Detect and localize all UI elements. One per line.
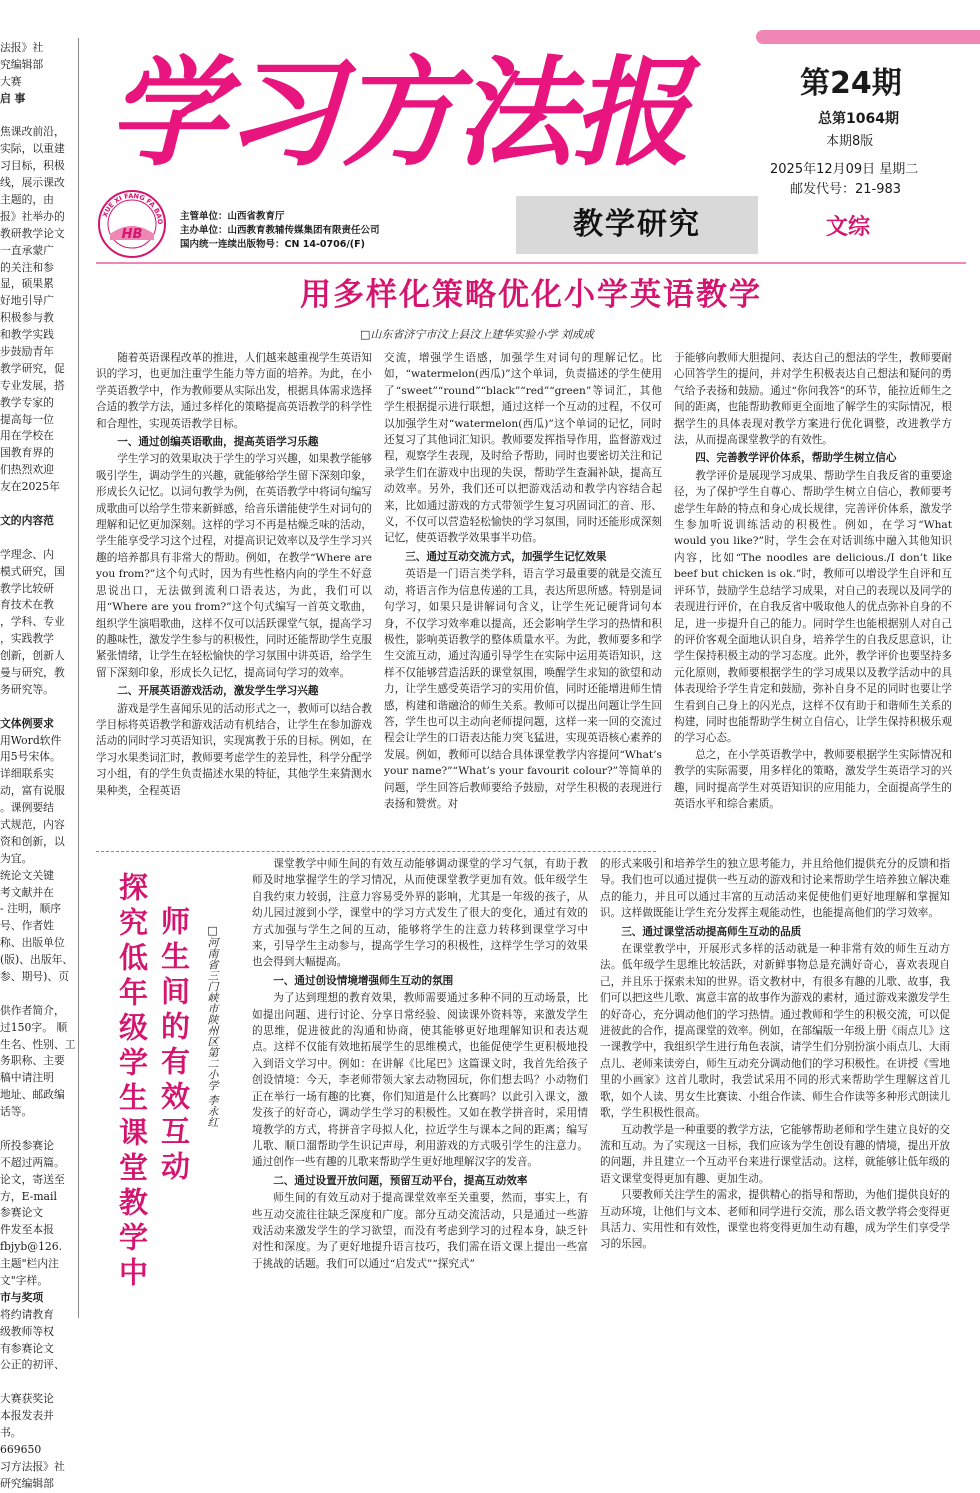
section-heading: 一、通过创设情境增强师生互动的氛围 xyxy=(273,974,454,987)
left-strip-line: fbjyb@126. xyxy=(0,1240,63,1254)
article2-column-2 xyxy=(600,856,950,1316)
article1-byline: □山东省济宁市汶上县汶上建华实验小学 刘成成 xyxy=(360,328,594,341)
left-strip-line: 线，展示课改 xyxy=(0,176,65,190)
left-strip-line xyxy=(0,496,72,513)
left-strip-line: 的关注和参 xyxy=(0,260,54,274)
masthead-rule xyxy=(96,262,966,264)
left-strip-line: 专业发展，搭 xyxy=(0,378,65,392)
left-strip-line: 过150字。 顺 xyxy=(0,1020,68,1034)
supervisor-unit: 主管单位：山西省教育厅 xyxy=(180,211,285,222)
paragraph: 交流，增强学生语感，加强学生对词句的理解记忆。比如，“watermelon(西瓜)”这个单词，负责描述的学生使用了“sweet”“round”“black”“red”“green”等词汇，其他学生根据提示进行联想，通过这样一个互动的过程，不仅可以加强学生对“watermelon(西瓜)”这个单词的记忆，同时还复习了其他词汇知识。教师要发挥指导作用，监督游戏过程，观察学生表现，及时给予帮助，同时也要密切关注和记录学生们在游戏中出现的失误，帮助学生查漏补缺，提高互动效率。另外，我们还可以把游戏活动和教学内容结合起来，比如通过游戏的方式带领学生复习巩固词汇的音、形、义，不仅可以营造轻松愉快的学习氛围，同时还能形成深刻记忆，使英语教学效果事半功倍。 xyxy=(384,352,662,545)
logo-seal-icon xyxy=(96,188,168,260)
issue-date: 2025年12月09日 星期二 xyxy=(770,162,919,177)
left-strip-line: 文体例要求 xyxy=(0,716,54,730)
paragraph: 在课堂教学中，开展形式多样的活动就是一种非常有效的师生互动方法。低年级学生思维比较活跃，对新鲜事物总是充满好奇心，喜欢表现自己，并且乐于探索未知的世界。语文教材中，有很多有趣的儿歌、故事，我们可以把这些儿歌、寓意丰富的故事作为游戏的素材，通过游戏来激发学生的好奇心，充分调动他们的学习热情。通过教师和学生的积极交流，可以促进彼此的合作，提高课堂的效率。例如，在部编版一年级上册《雨点儿》这一课教学中，我组织学生进行角色表演，请学生们分别扮演小雨点儿、大雨点儿、老师来读旁白，师生互动充分调动他们的学习积极性。在讲授《雪地里的小画家》这首儿歌时，我尝试采用不同的形式来帮助学生理解这首儿歌，如个人读、男女生比赛读、小组合作读、师生合作读等多种形式朗读儿歌，学生积极性很高。 xyxy=(600,943,950,1120)
left-strip-line: 公正的初评、 xyxy=(0,1358,65,1372)
left-strip-line: 号、作者姓 xyxy=(0,919,54,933)
left-strip-line: 曼与研究，教 xyxy=(0,665,65,679)
paragraph: 总之，在小学英语教学中，教师要根据学生实际情况和教学的实际需要，用多样化的策略，激发学生英语学习的兴趣，同时提高学生对英语知识的应用能力，全面提高学生的英语水平和综合素质。 xyxy=(674,748,952,810)
page-count: 本期8版 xyxy=(826,134,874,149)
left-strip-line: 主题"栏内注 xyxy=(0,1257,59,1271)
left-strip-line: 研究编辑部 xyxy=(0,1476,54,1490)
svg-text:XUE XI FANG FA BAO: XUE XI FANG FA BAO xyxy=(101,191,165,225)
newspaper-title: 学习方法报 xyxy=(108,43,689,182)
left-strip-line: 焦课改前沿， xyxy=(0,125,65,139)
left-strip-line xyxy=(0,108,72,125)
paragraph: 教学评价是展现学习成果、帮助学生自我反省的重要途径，为了保护学生自尊心、帮助学生树立自信心，教师要考虑学生年龄的特点和身心成长规律，完善评价体系，激发学生参加听说训练活动的积极性。例如，在学习“What would you like?”时，学生会在对话训练中融入其他知识内容，比如“The noodles are delicious./I don’t like beef but chicken is ok.”时，教师可以增设学生自评和互评环节，鼓励学生总结学习成果，对自己的表现以及同学的表现进行评价，在自我反省中吸取他人的优点弥补自身的不足，进一步提升自己的能力。同时学生也能根据别人对自己的评价客观全面地认识自身，培养学生的自我反思意识，让学生保持积极主动的学习态度。此外，教学评价也要坚持多元化原则，教师要根据学生的学习成果以及教学活动中的具体表现给予学生肯定和鼓励，弥补自身不足的同时也要让学生看到自己身上的闪光点，这样不仅有助于和谐师生关系的构建，同时也能帮助学生树立自信心，让学生保持积极乐观的学习心态。 xyxy=(674,469,952,745)
left-strip-line: 件发至本报 xyxy=(0,1223,54,1237)
left-strip-line: 启 事 xyxy=(0,91,26,105)
left-strip-line: 积极参与教 xyxy=(0,311,54,325)
paragraph: 的形式来吸引和培养学生的独立思考能力，并且给他们提供充分的反馈和指导。我们也可以通过提供一些互动的游戏和讨论来帮助学生培养独立解决难点的能力，并且可以通过丰富的互动活动来促使他们更好地理解和掌握知识。这样做既能让学生充分发挥主观能动性，也能提高他们的学习效率。 xyxy=(600,858,950,920)
left-strip-line: 论文，寄送至 xyxy=(0,1172,65,1186)
left-strip-line: 一直承蒙广 xyxy=(0,243,54,257)
left-strip-line: 创新，创新人 xyxy=(0,649,65,663)
total-issue: 总第1064期 xyxy=(818,111,899,127)
paragraph: 于能够向教师大胆提问、表达自己的想法的学生，教师要耐心回答学生的提问，并对学生积极表达自己想法和疑问的勇气给予表扬和鼓励。通过“你问我答”的环节，能拉近师生之间的距离，也能帮助教师更全面地了解学生的实际情况，根据学生的具体表现对教学方案进行优化调整，改进教学方法，从而提高课堂教学的有效性。 xyxy=(674,352,952,447)
paragraph: 为了达到理想的教育效果，教师需要通过多种不同的互动场景，比如提出问题、进行讨论、分享日常经验、阅读课外资料等，来激发学生的思维，促进彼此的沟通和协商，使其能够更好地理解知识和表达观点。这样不仅能有效地拓展学生的思维模式，也能促使学生更积极地投入到语文学习中。例如：在讲解《比尾巴》这篇课文时，我首先给孩子创设情境：今天，李老师带领大家去动物园玩，你们想去吗？小动物们正在举行一场有趣的比赛，你们知道是什么比赛吗？以此引入课文，激发孩子的好奇心，调动学生学习的积极性。又如在教学拼音时，采用情境教学的方式，将拼音字母拟人化，拉近学生与课本之间的距离；编写儿歌、顺口溜帮助学生识记声母，利用游戏的方式吸引学生的注意力。通过创作一些有趣的儿歌来帮助学生更好地理解汉字的发音。 xyxy=(252,992,588,1169)
top-pink-bar xyxy=(756,30,980,44)
left-strip-line: 用Word软件 xyxy=(0,733,62,747)
article1-title: 用多样化策略优化小学英语教学 xyxy=(300,277,762,313)
left-strip-line: 市与奖项 xyxy=(0,1290,44,1304)
section-heading: 一、通过创编英语歌曲，提高英语学习乐趣 xyxy=(117,436,319,449)
left-strip-line: 将约请教育 xyxy=(0,1307,54,1321)
left-notice-strip xyxy=(0,40,76,1490)
paragraph: 课堂教学中师生间的有效互动能够调动课堂的学习气氛，有助于教师及时地掌握学生的学习情况，从而使课堂教学更加有效。低年级学生自我约束力较弱，注意力容易受外界的影响，尤其是一年级的孩子，从幼儿园过渡到小学，课堂中的学习方式发生了很大的变化，通过有效的方式加强与学生之间的互动，能够将学生的注意力转移到课堂学习中来，引导学生主动参与，提高学生学习的积极性，这样学生学习的效果也会得到大幅提高。 xyxy=(252,858,588,969)
section-heading: 二、开展英语游戏活动，激发学生学习兴趣 xyxy=(117,685,319,698)
article2-byline: □河南省三门峡市陕州区第二小学 李永红 xyxy=(206,924,219,1128)
article2-column-1 xyxy=(252,856,588,1316)
paragraph: 随着英语课程改革的推进，人们越来越重视学生英语知识的学习，也更加注重学生能力等方面的培养。为此，在小学英语教学中，作为教师要从实际出发，根据具体需求选择合适的教学方法，通过多样化的策略提高英语教学的科学性和合理性，实现英语教学目标。 xyxy=(96,352,372,430)
left-strip-line: 报》社举办的 xyxy=(0,209,65,223)
left-strip-line: 大赛 xyxy=(0,74,22,88)
section-heading: 三、通过互动交流方式，加强学生记忆效果 xyxy=(405,550,607,563)
left-strip-line: 提高每一位 xyxy=(0,412,54,426)
left-strip-line: 学理念、内 xyxy=(0,547,54,561)
section-heading: 三、通过课堂活动提高师生互动的品质 xyxy=(621,925,802,938)
left-strip-line: 方，E-mail xyxy=(0,1189,57,1203)
left-strip-line: ，学科、专业 xyxy=(0,615,65,629)
left-strip-line: 究编辑部 xyxy=(0,57,44,71)
left-strip-line xyxy=(0,530,72,547)
left-strip-line: 法报》社 xyxy=(0,41,44,54)
left-strip-line: 好地引导广 xyxy=(0,294,54,308)
left-strip-line: - 注明，顺序 xyxy=(0,902,62,916)
paragraph: 只要教师关注学生的需求，提供精心的指导和帮助，为他们提供良好的互动环境，让他们与文本、老师和同学进行交流，那么语文教学将会变得更具活力、实用性和有效性，课堂也将变得更加生动有趣，成为学生们享受学习的乐园。 xyxy=(600,1189,950,1251)
left-strip-line: 不超过两篇。 xyxy=(0,1155,65,1169)
paragraph: 英语是一门语言类学科，语言学习最重要的就是交流互动，将语言作为信息传递的工具，表达所思所感。特别是词句学习，如果只是讲解词句含义，让学生死记硬背词句本身，不仅学习效率难以提高，还会影响学生学习的热情和积极性，影响英语教学的整体质量水平。为此，教师要多和学生交流互动，通过沟通引导学生在实际中运用英语知识，这样不仅能够营造活跃的课堂氛围，唤醒学生求知的欲望和动力，让学生感受英语学习的实用价值，同时还能增进师生情感，构建和谐融洽的师生关系。教师可以提出问题让学生回答，学生也可以主动向老师提问题，这样一来一回的交流过程会让学生的口语表达能力突飞猛进，实现英语核心素养的发展。例如，教师可以结合具体课堂教学内容提问“What’s your name?”“What’s your favourit colour?”等简单的问题，学生回答后教师要给予鼓励，对学生积极的表现进行表扬和赞赏。对 xyxy=(384,568,662,810)
left-strip-line: 称、出版单位 xyxy=(0,936,65,950)
left-strip-line: 级教师等权 xyxy=(0,1324,54,1338)
section-heading: 二、通过设置开放问题，预留互动平台，提高互动效率 xyxy=(273,1174,528,1187)
article-divider xyxy=(96,851,656,852)
paragraph: 游戏是学生喜闻乐见的活动形式之一，教师可以结合教学目标将英语教学和游戏活动有机结合，让学生在参加游戏活动的同时学习英语知识，实现寓教于乐的目标。例如，在学习水果类词汇时，教师要考虑学生的差异性，科学分配学习小组，有的学生负责描述水果的特征，其他学生来猜测水果种类，全程英语 xyxy=(96,702,372,797)
postal-code: 邮发代号：21-983 xyxy=(790,182,902,197)
edition-name: 教学研究 xyxy=(573,207,701,242)
paragraph: 师生间的有效互动对于提高课堂效率至关重要，然而，事实上，有些互动交流往往缺乏深度和广度。部分互动交流活动，只是通过一些游戏活动来激发学生的学习欲望，而没有考虑到学习的过程本身，缺乏针对性和深度。为了更好地提升语言技巧，我们需在语文课上提出一些富于挑战的话题。我们可以通过“启发式”“探究式” xyxy=(252,1192,588,1270)
left-strip-line: 文"字样。 xyxy=(0,1274,49,1288)
left-strip-line: 友在2025年 xyxy=(0,480,60,494)
svg-text:HB: HB xyxy=(121,227,143,242)
left-strip-line xyxy=(0,986,72,1003)
paragraph: 互动教学是一种重要的教学方法，它能够帮助老师和学生建立良好的交流和互动。为了实现这一目标，我们应该为学生创设有趣的情境，提出开放的问题，并且建立一个互动平台来进行课堂活动。这样，就能够让低年级的语文课堂变得更加有趣、更加生动。 xyxy=(600,1123,950,1185)
left-strip-line: 话等。 xyxy=(0,1105,33,1119)
left-strip-line: 动，富有说服 xyxy=(0,784,65,798)
article2-title-col2: 师生间的有效互动 xyxy=(157,906,191,1186)
article1-column-3 xyxy=(674,350,952,864)
left-strip-line: 步鼓励青年 xyxy=(0,345,54,359)
newspaper-logo xyxy=(96,188,168,260)
left-strip-line: 有参赛论文 xyxy=(0,1341,54,1355)
section-heading: 四、完善教学评价体系，帮助学生树立信心 xyxy=(695,452,897,465)
left-strip-line: 教学专家的 xyxy=(0,395,54,409)
left-strip-line: 生名、性别、工 xyxy=(0,1037,76,1051)
left-strip-line: 参、期号)、页 xyxy=(0,969,69,983)
left-strip-line: 教学比较研 xyxy=(0,581,54,595)
article1-column-2 xyxy=(384,350,662,848)
left-strip-line: 教学研究，促 xyxy=(0,361,65,375)
left-strip-line: 实际，以重建 xyxy=(0,142,65,156)
left-strip-line xyxy=(0,1121,72,1138)
left-strip-line: 习目标，积极 xyxy=(0,159,65,173)
edition-type: 文综 xyxy=(826,215,871,240)
left-strip-line: 供作者简介， xyxy=(0,1003,65,1017)
left-strip-line: 统论文关键 xyxy=(0,868,54,882)
left-strip-line xyxy=(0,1374,72,1391)
left-strip-line: 主题的，由 xyxy=(0,193,54,207)
left-strip-line: 务研究等。 xyxy=(0,682,54,696)
left-strip-line: 考文献并在 xyxy=(0,885,54,899)
left-strip-line: 文的内容范 xyxy=(0,513,54,527)
left-strip-line: 用5号宋体。 xyxy=(0,750,61,764)
left-strip-line: 详细联系实 xyxy=(0,767,54,781)
article2-title-col1: 探究低年级学生课堂教学中 xyxy=(115,872,149,1292)
left-strip-line: 习方法报》社 xyxy=(0,1459,65,1473)
left-strip-line: 模式研究，国 xyxy=(0,564,65,578)
left-strip-line: 大赛获奖论 xyxy=(0,1392,54,1406)
left-strip-line: 参赛论文 xyxy=(0,1206,44,1220)
left-strip-line: 本报发表并 xyxy=(0,1409,54,1423)
left-strip-line: 资和创新，以 xyxy=(0,834,65,848)
left-strip-line xyxy=(0,699,72,716)
article1-column-1 xyxy=(96,350,372,848)
paragraph: 学生学习的效果取决于学生的学习兴趣，如果教学能够吸引学生，调动学生的兴趣，就能够给学生留下深刻印象，形成长久记忆。以词句教学为例，在英语教学中将词句编写成歌曲可以给学生带来新鲜感，给音乐谱能使学生对词句的理解和记忆更加深刻。这样的学习不再是枯燥乏味的活动，学生能享受学习这个过程，对提高识记效率以及学生学习兴趣的培养都具有非常大的帮助。例如，在教学“Where are you from?”这个句式时，因为有些性格内向的学生不好意思说出口，无法做到流利口语表达，为此，我们可以用“Where are you from?”这个句式编写一首英文歌曲，组织学生演唱歌曲，这样不仅可以活跃课堂气氛，提高学习的趣味性，激发学生参与的积极性，同时还能帮助学生克服紧张情绪，让学生在轻松愉快的学习氛围中讲英语，给学生留下深刻印象，形成长久记忆，提高词句学习的效率。 xyxy=(96,453,372,679)
left-strip-line: 。课例要结 xyxy=(0,801,54,815)
left-strip-line: 显，硕果累 xyxy=(0,277,54,291)
left-strip-line: 式规范，内容 xyxy=(0,817,65,831)
left-strip-line: 们热烈欢迎 xyxy=(0,463,54,477)
left-strip-line: (版)、出版年、 xyxy=(0,953,74,967)
left-strip-line: 书。 xyxy=(0,1426,22,1440)
left-strip-line: 669650 xyxy=(0,1442,42,1456)
issue-number: 第24期 xyxy=(800,66,902,101)
left-strip-line: 务职称、主要 xyxy=(0,1054,65,1068)
left-strip-line: 教研教学论文 xyxy=(0,226,65,240)
left-strip-line: 所投参赛论 xyxy=(0,1138,54,1152)
left-strip-line: 为宜。 xyxy=(0,851,33,865)
left-strip-line: 用在学校在 xyxy=(0,429,54,443)
left-strip-line: ，实践教学 xyxy=(0,632,54,646)
cn-number: 国内统一连续出版物号：CN 14-0706/(F) xyxy=(180,239,365,250)
left-strip-line: 稿中请注明 xyxy=(0,1071,54,1085)
left-strip-line: 和教学实践 xyxy=(0,328,54,342)
left-strip-line: 国教育界的 xyxy=(0,446,54,460)
left-strip-line: 育技术在教 xyxy=(0,598,54,612)
sponsor-unit: 主办单位：山西教育教辅传媒集团有限责任公司 xyxy=(180,225,380,236)
left-strip-line: 地址、邮政编 xyxy=(0,1088,65,1102)
left-strip-divider xyxy=(78,38,79,1318)
